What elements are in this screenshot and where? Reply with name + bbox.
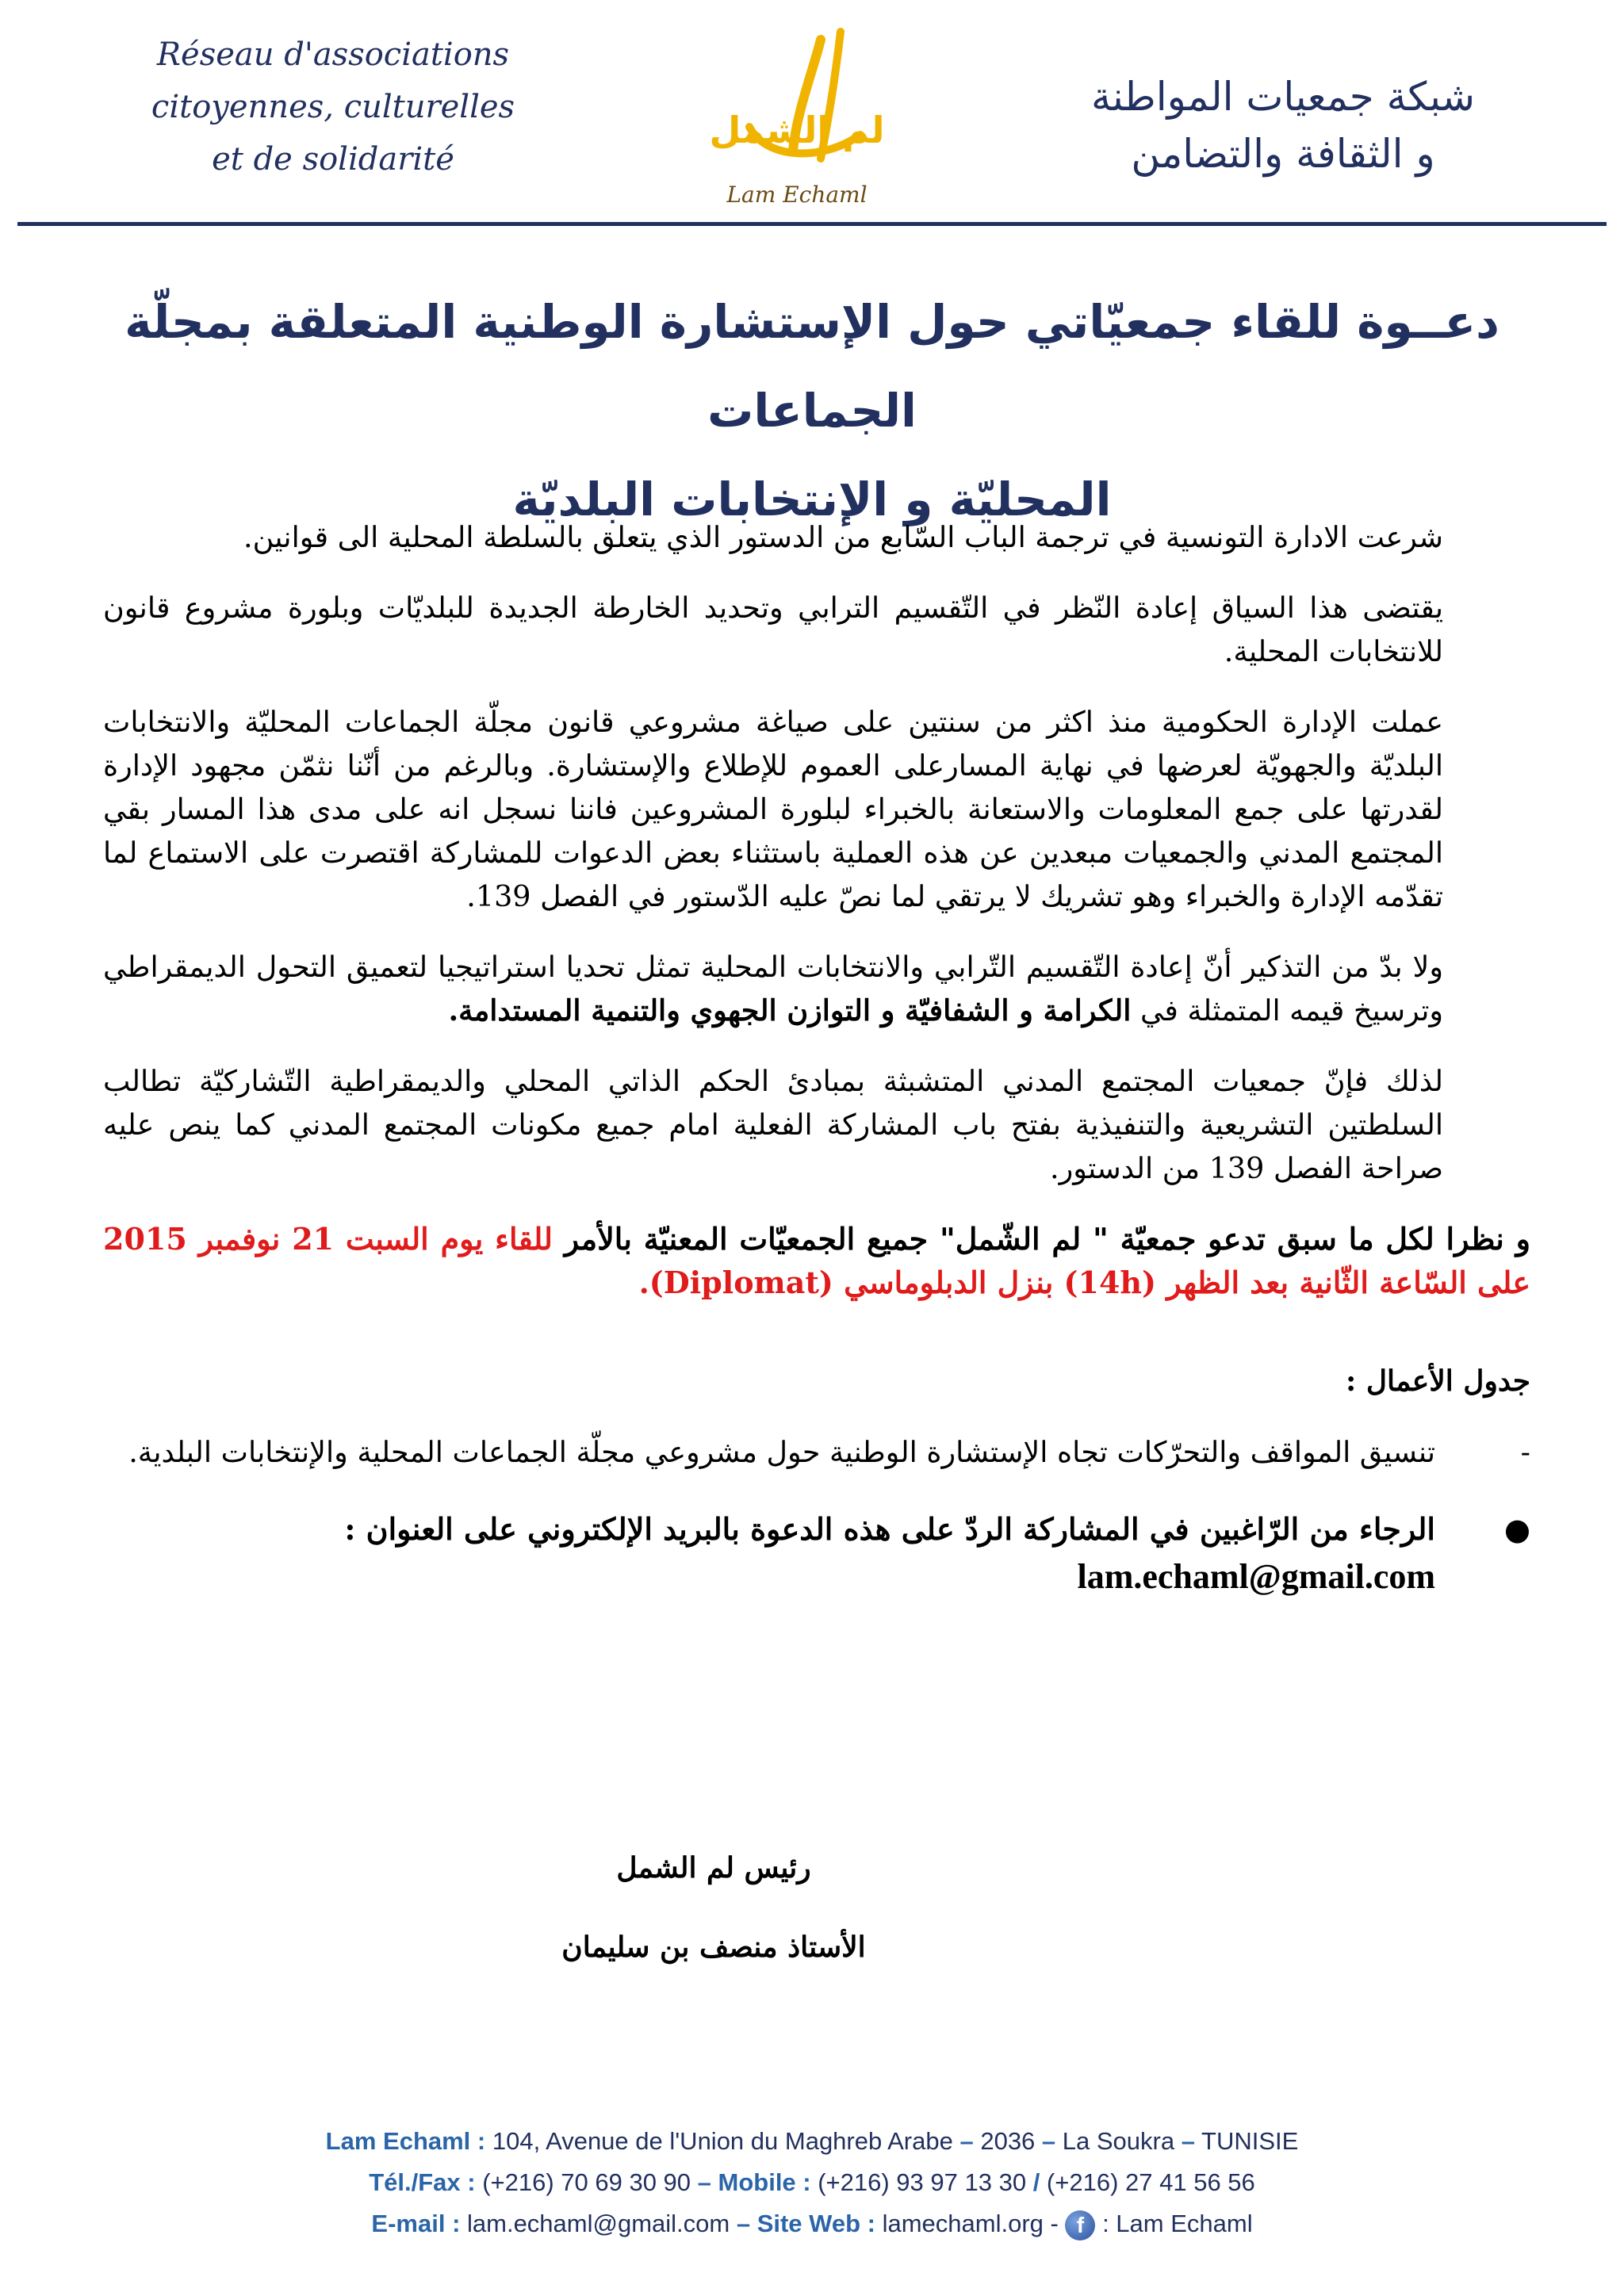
arabic-org-line: و الثقافة والتضامن [1131,131,1435,177]
footer-tel: (+216) 70 69 30 90 [475,2168,698,2196]
invitation-paragraph [103,1217,1530,1304]
footer-mobile-label: – Mobile : [697,2168,811,2196]
footer-separator: – [959,2127,974,2155]
title-line: دعــوة للقاء جمعيّاتي حول الإستشارة الوطنية المتعلقة بمجلّة الجماعات [124,295,1500,438]
agenda-heading: جدول الأعمال : [1346,1364,1530,1398]
footer-postcode: 2036 [973,2127,1042,2155]
arabic-org-name [1037,68,1529,182]
dash-marker: - [1520,1435,1530,1469]
footer-facebook-name: : Lam Echaml [1095,2210,1253,2237]
lam-echaml-logo [702,24,892,222]
signature-role: رئيس لم الشمل [616,1851,811,1885]
rsvp-bullet [103,1506,1530,1601]
footer-separator: – [1181,2127,1195,2155]
footer [0,2121,1624,2244]
rsvp-text [103,1506,1435,1601]
footer-separator: – [1041,2127,1056,2155]
bullet-marker: ● [1503,1511,1530,1547]
paragraph-5: لذلك فإنّ جمعيات المجتمع المدني المتشبثة بمبادئ الحكم الذاتي المحلي والديمقراطية التّشاركيّة تطالب السلطتين التشريعية والتنفيذية بفتح باب المشاركة الفعلية امام جميع مكونات المجتمع المدني كما ينص عليه صراحة الفصل 139 من الدستور. [103,1064,1443,1185]
french-org-line: citoyennes, culturelles [151,89,515,125]
footer-site-label: – Site Web : [736,2210,875,2237]
footer-country: TUNISIE [1194,2127,1299,2155]
arabic-org-line: شبكة جمعيات المواطنة [1091,74,1475,120]
footer-web-line [0,2203,1624,2244]
french-org-line: Réseau d'associations [156,36,510,73]
footer-address-line [0,2121,1624,2162]
footer-site[interactable]: lamechaml.org - [875,2210,1066,2237]
logo-text: Lam Echaml [726,182,868,208]
logo-arabic-text: لم الشمل [709,109,885,151]
footer-mobile-2: (+216) 27 41 56 56 [1040,2168,1255,2196]
agenda-item [103,1430,1530,1474]
french-org-line: et de solidarité [212,141,454,178]
invitation-date-venue: للقاء يوم السبت 21 نوفمبر 2015 على السّاعة الثّانية بعد الظهر (14h) بنزل الدبلوماسي (Diplomat). [103,1221,1530,1300]
title-line: المحليّة و الإنتخابات البلديّة [512,473,1112,526]
rsvp-instruction: الرجاء من الرّاغبين في المشاركة الردّ على هذه الدعوة بالبريد الإلكتروني على العنوان : [344,1511,1435,1547]
paragraph-2: يقتضى هذا السياق إعادة النّظر في التّقسيم الترابي وتحديد الخارطة الجديدة للبلديّات وبلورة مشروع قانون للانتخابات المحلية. [103,591,1443,668]
footer-city: La Soukra [1055,2127,1182,2155]
footer-email[interactable]: lam.echaml@gmail.com [460,2210,737,2237]
footer-org-label: Lam Echaml : [325,2127,486,2155]
signature-name: الأستاذ منصف بن سليمان [561,1931,866,1964]
paragraph-3: عملت الإدارة الحكومية منذ اكثر من سنتين على صياغة مشروعي قانون مجلّة الجماعات المحليّة والانتخابات البلديّة والجهويّة لعرضها في نهاية المسارعلى العموم للإطلاع والإستشارة. وبالرغم من أنّنا نثمّن مجهود الإدارة لقدرتها على جمع المعلومات والاستعانة بالخبراء لبلورة المشروعين فاننا نسجل انه على مدى هذا المسار بقي المجتمع المدني والجمعيات مبعدين عن هذه العملية باستثناء بعض الدعوات للمشاركة اقتصرت على الاستماع لما تقدّمه الإدارة والخبراء وهو تشريك لا يرتقي لما نصّ عليه الدّستور في الفصل 139. [103,705,1443,913]
header-divider [17,222,1607,226]
paragraph-4-text: ولا بدّ من التذكير أنّ إعادة التّقسيم التّرابي والانتخابات المحلية تمثل تحديا استراتيجيا لتعميق التحول الديمقراطي وترسيخ قيمه المتمثلة في [103,950,1443,1027]
paragraph-4 [103,945,1530,1032]
rsvp-email[interactable]: lam.echaml@gmail.com [1077,1557,1435,1596]
footer-slash: / [1032,2168,1040,2196]
footer-email-label: E-mail : [371,2210,461,2237]
footer-mobile-1: (+216) 93 97 13 30 [810,2168,1033,2196]
document-title [79,277,1545,544]
paragraph-1: شرعت الادارة التونسية في ترجمة الباب السّابع من الدستور الذي يتعلق بالسلطة المحلية الى قوانين. [243,520,1443,554]
letter-body [103,515,1530,1601]
footer-phone-line [0,2162,1624,2203]
footer-tel-label: Tél./Fax : [369,2168,476,2196]
footer-address: 104, Avenue de l'Union du Maghreb Arabe [485,2127,960,2155]
paragraph-4-values: الكرامة و الشفافيّة و التوازن الجهوي والتنمية المستدامة. [448,993,1132,1027]
agenda-item-text: تنسيق المواقف والتحرّكات تجاه الإستشارة الوطنية حول مشروعي مجلّة الجماعات المحلية والإنتخابات البلدية. [128,1435,1435,1469]
french-org-name [119,29,547,186]
facebook-icon[interactable]: f [1065,2210,1095,2241]
invitation-text: و نظرا لكل ما سبق تدعو جمعيّة " لم الشّمل" جميع الجمعيّات المعنيّة بالأمر [552,1221,1530,1257]
